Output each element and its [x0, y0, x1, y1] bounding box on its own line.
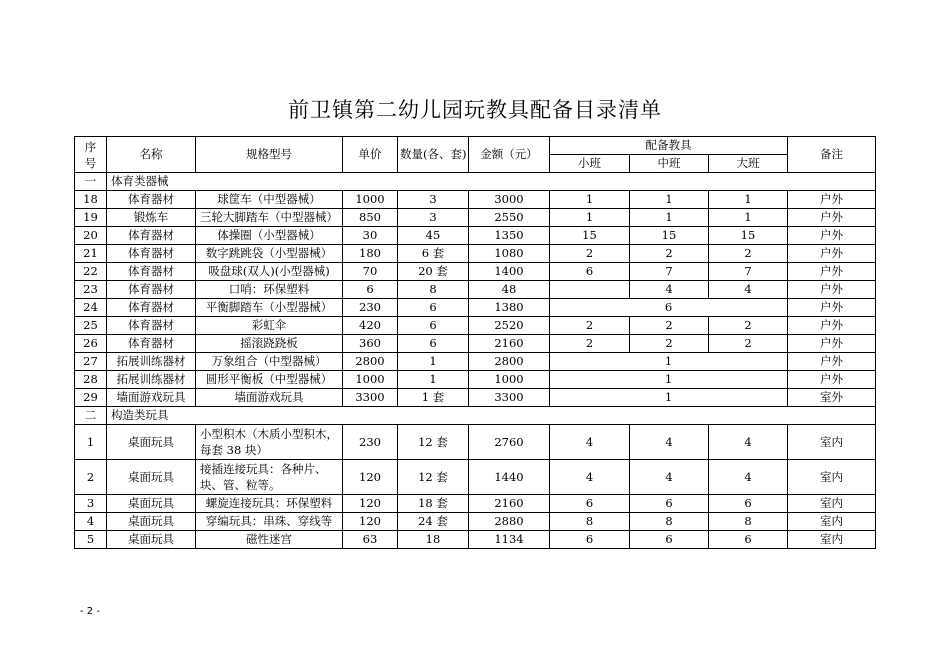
- item-note: 室内: [788, 531, 876, 549]
- row-number: 1: [75, 425, 107, 460]
- item-spec: 吸盘球(双人)(小型器械): [196, 263, 343, 281]
- item-amount: 48: [469, 281, 550, 299]
- item-amount: 2160: [469, 335, 550, 353]
- inventory-table: [74, 136, 876, 549]
- item-amount: 1400: [469, 263, 550, 281]
- section-number: 一: [75, 173, 107, 191]
- item-price: 3300: [343, 389, 398, 407]
- small-class-count: 2: [550, 335, 630, 353]
- item-spec: 口哨：环保塑料: [196, 281, 343, 299]
- item-amount: 1080: [469, 245, 550, 263]
- item-note: 户外: [788, 209, 876, 227]
- middle-class-count: 1: [630, 209, 709, 227]
- table-row: [75, 389, 876, 407]
- item-quantity: 6: [398, 299, 469, 317]
- item-quantity: 20 套: [398, 263, 469, 281]
- item-name: 体育器材: [107, 281, 196, 299]
- small-class-count: [550, 281, 630, 299]
- header-large: 大班: [709, 155, 788, 173]
- item-quantity: 1: [398, 353, 469, 371]
- large-class-count: 6: [709, 531, 788, 549]
- row-number: 18: [75, 191, 107, 209]
- item-spec: 圆形平衡板（中型器械）: [196, 371, 343, 389]
- table-row: [75, 263, 876, 281]
- item-note: 室内: [788, 495, 876, 513]
- middle-class-count: 7: [630, 263, 709, 281]
- header-note: 备注: [788, 137, 876, 173]
- small-class-count: 6: [550, 495, 630, 513]
- item-name: 锻炼车: [107, 209, 196, 227]
- class-allocation-merged: 1: [550, 371, 788, 389]
- table-row: [75, 425, 876, 460]
- row-number: 5: [75, 531, 107, 549]
- row-number: 28: [75, 371, 107, 389]
- item-spec: 数字跳跳袋（小型器械）: [196, 245, 343, 263]
- large-class-count: 1: [709, 191, 788, 209]
- item-amount: 1134: [469, 531, 550, 549]
- item-quantity: 3: [398, 191, 469, 209]
- middle-class-count: 4: [630, 425, 709, 460]
- small-class-count: 2: [550, 245, 630, 263]
- item-price: 180: [343, 245, 398, 263]
- table-row: [75, 495, 876, 513]
- item-price: 30: [343, 227, 398, 245]
- item-price: 120: [343, 513, 398, 531]
- middle-class-count: 4: [630, 460, 709, 495]
- item-spec: 磁性迷宫: [196, 531, 343, 549]
- item-amount: 1380: [469, 299, 550, 317]
- row-number: 19: [75, 209, 107, 227]
- item-quantity: 3: [398, 209, 469, 227]
- header-small: 小班: [550, 155, 630, 173]
- row-number: 29: [75, 389, 107, 407]
- item-name: 墙面游戏玩具: [107, 389, 196, 407]
- section-number: 二: [75, 407, 107, 425]
- page-number: - 2 -: [80, 606, 100, 617]
- row-number: 23: [75, 281, 107, 299]
- large-class-count: 1: [709, 209, 788, 227]
- item-amount: 2550: [469, 209, 550, 227]
- table-row: [75, 531, 876, 549]
- item-note: 室内: [788, 460, 876, 495]
- item-name: 体育器材: [107, 335, 196, 353]
- item-price: 1000: [343, 191, 398, 209]
- item-amount: 2760: [469, 425, 550, 460]
- item-note: 户外: [788, 263, 876, 281]
- item-spec: 万象组合（中型器械）: [196, 353, 343, 371]
- item-name: 体育器材: [107, 299, 196, 317]
- item-note: 户外: [788, 227, 876, 245]
- class-allocation-merged: 1: [550, 353, 788, 371]
- item-price: 120: [343, 460, 398, 495]
- item-note: 户外: [788, 353, 876, 371]
- large-class-count: 15: [709, 227, 788, 245]
- item-spec: 体操圈（小型器械）: [196, 227, 343, 245]
- item-name: 体育器材: [107, 317, 196, 335]
- small-class-count: 15: [550, 227, 630, 245]
- item-amount: 2520: [469, 317, 550, 335]
- table-row: [75, 299, 876, 317]
- item-name: 桌面玩具: [107, 425, 196, 460]
- row-number: 4: [75, 513, 107, 531]
- item-note: 室内: [788, 425, 876, 460]
- item-price: 230: [343, 299, 398, 317]
- small-class-count: 6: [550, 531, 630, 549]
- header-qty: 数量(各、套): [398, 137, 469, 173]
- item-spec: 螺旋连接玩具：环保塑料: [196, 495, 343, 513]
- item-name: 桌面玩具: [107, 495, 196, 513]
- small-class-count: 4: [550, 460, 630, 495]
- class-allocation-merged: 6: [550, 299, 788, 317]
- item-amount: 1000: [469, 371, 550, 389]
- row-number: 22: [75, 263, 107, 281]
- large-class-count: 4: [709, 425, 788, 460]
- header-middle: 中班: [630, 155, 709, 173]
- middle-class-count: 4: [630, 281, 709, 299]
- table-row: [75, 460, 876, 495]
- header-row: [75, 137, 876, 155]
- item-name: 桌面玩具: [107, 460, 196, 495]
- row-number: 25: [75, 317, 107, 335]
- section-title: 构造类玩具: [107, 407, 876, 425]
- page-title: 前卫镇第二幼儿园玩教具配备目录清单: [288, 98, 662, 122]
- large-class-count: 2: [709, 317, 788, 335]
- item-amount: 2160: [469, 495, 550, 513]
- large-class-count: 6: [709, 495, 788, 513]
- item-spec: 平衡脚踏车（小型器械）: [196, 299, 343, 317]
- large-class-count: 4: [709, 281, 788, 299]
- small-class-count: 4: [550, 425, 630, 460]
- item-name: 体育器材: [107, 263, 196, 281]
- row-number: 20: [75, 227, 107, 245]
- item-note: 户外: [788, 335, 876, 353]
- table-row: [75, 227, 876, 245]
- item-price: 6: [343, 281, 398, 299]
- table-row: [75, 191, 876, 209]
- item-spec: 接插连接玩具：各种片、块、管、粒等。: [196, 460, 343, 495]
- item-spec: 小型积木（木质小型积木，每套 38 块）: [196, 425, 343, 460]
- item-spec: 球筐车（中型器械）: [196, 191, 343, 209]
- item-name: 体育器材: [107, 227, 196, 245]
- item-amount: 3300: [469, 389, 550, 407]
- item-amount: 2800: [469, 353, 550, 371]
- item-spec: 墙面游戏玩具: [196, 389, 343, 407]
- row-number: 27: [75, 353, 107, 371]
- item-note: 室外: [788, 389, 876, 407]
- large-class-count: 7: [709, 263, 788, 281]
- middle-class-count: 8: [630, 513, 709, 531]
- small-class-count: 1: [550, 209, 630, 227]
- row-number: 3: [75, 495, 107, 513]
- item-price: 63: [343, 531, 398, 549]
- item-price: 360: [343, 335, 398, 353]
- item-quantity: 18 套: [398, 495, 469, 513]
- item-name: 桌面玩具: [107, 513, 196, 531]
- table-row: [75, 245, 876, 263]
- item-price: 120: [343, 495, 398, 513]
- small-class-count: 2: [550, 317, 630, 335]
- small-class-count: 6: [550, 263, 630, 281]
- item-price: 420: [343, 317, 398, 335]
- item-amount: 2880: [469, 513, 550, 531]
- table-row: [75, 353, 876, 371]
- class-allocation-merged: 1: [550, 389, 788, 407]
- header-name: 名称: [107, 137, 196, 173]
- item-quantity: 1: [398, 371, 469, 389]
- row-number: 26: [75, 335, 107, 353]
- item-name: 体育器材: [107, 245, 196, 263]
- middle-class-count: 1: [630, 191, 709, 209]
- large-class-count: 2: [709, 245, 788, 263]
- item-price: 1000: [343, 371, 398, 389]
- item-note: 户外: [788, 191, 876, 209]
- large-class-count: 8: [709, 513, 788, 531]
- middle-class-count: 2: [630, 245, 709, 263]
- item-quantity: 24 套: [398, 513, 469, 531]
- section-title: 体育类器械: [107, 173, 876, 191]
- item-price: 2800: [343, 353, 398, 371]
- middle-class-count: 2: [630, 317, 709, 335]
- section-row: [75, 173, 876, 191]
- row-number: 2: [75, 460, 107, 495]
- item-quantity: 12 套: [398, 460, 469, 495]
- item-note: 户外: [788, 245, 876, 263]
- item-spec: 穿编玩具：串珠、穿线等: [196, 513, 343, 531]
- table-row: [75, 281, 876, 299]
- item-note: 户外: [788, 317, 876, 335]
- small-class-count: 1: [550, 191, 630, 209]
- item-quantity: 6: [398, 317, 469, 335]
- section-row: [75, 407, 876, 425]
- middle-class-count: 6: [630, 531, 709, 549]
- item-note: 户外: [788, 299, 876, 317]
- item-note: 户外: [788, 371, 876, 389]
- header-amount: 金额（元）: [469, 137, 550, 173]
- item-name: 拓展训练器材: [107, 353, 196, 371]
- small-class-count: 8: [550, 513, 630, 531]
- row-number: 21: [75, 245, 107, 263]
- item-quantity: 6 套: [398, 245, 469, 263]
- middle-class-count: 6: [630, 495, 709, 513]
- middle-class-count: 15: [630, 227, 709, 245]
- item-name: 体育器材: [107, 191, 196, 209]
- item-quantity: 45: [398, 227, 469, 245]
- item-name: 拓展训练器材: [107, 371, 196, 389]
- item-note: 室内: [788, 513, 876, 531]
- table-row: [75, 335, 876, 353]
- item-amount: 1440: [469, 460, 550, 495]
- header-spec: 规格型号: [196, 137, 343, 173]
- item-price: 230: [343, 425, 398, 460]
- item-quantity: 8: [398, 281, 469, 299]
- header-seq: [75, 137, 107, 173]
- item-quantity: 6: [398, 335, 469, 353]
- large-class-count: 4: [709, 460, 788, 495]
- item-quantity: 18: [398, 531, 469, 549]
- item-quantity: 1 套: [398, 389, 469, 407]
- table-row: [75, 317, 876, 335]
- item-quantity: 12 套: [398, 425, 469, 460]
- item-spec: 彩虹伞: [196, 317, 343, 335]
- item-price: 70: [343, 263, 398, 281]
- item-note: 户外: [788, 281, 876, 299]
- item-spec: 摇滚跷跷板: [196, 335, 343, 353]
- header-price: 单价: [343, 137, 398, 173]
- table-row: [75, 513, 876, 531]
- item-price: 850: [343, 209, 398, 227]
- item-amount: 1350: [469, 227, 550, 245]
- row-number: 24: [75, 299, 107, 317]
- header-group: 配备教具: [550, 137, 788, 155]
- table-row: [75, 371, 876, 389]
- item-name: 桌面玩具: [107, 531, 196, 549]
- table-row: [75, 209, 876, 227]
- item-amount: 3000: [469, 191, 550, 209]
- item-spec: 三轮大脚踏车（中型器械）: [196, 209, 343, 227]
- large-class-count: 2: [709, 335, 788, 353]
- middle-class-count: 2: [630, 335, 709, 353]
- header-seq-text: 序号: [84, 139, 97, 170]
